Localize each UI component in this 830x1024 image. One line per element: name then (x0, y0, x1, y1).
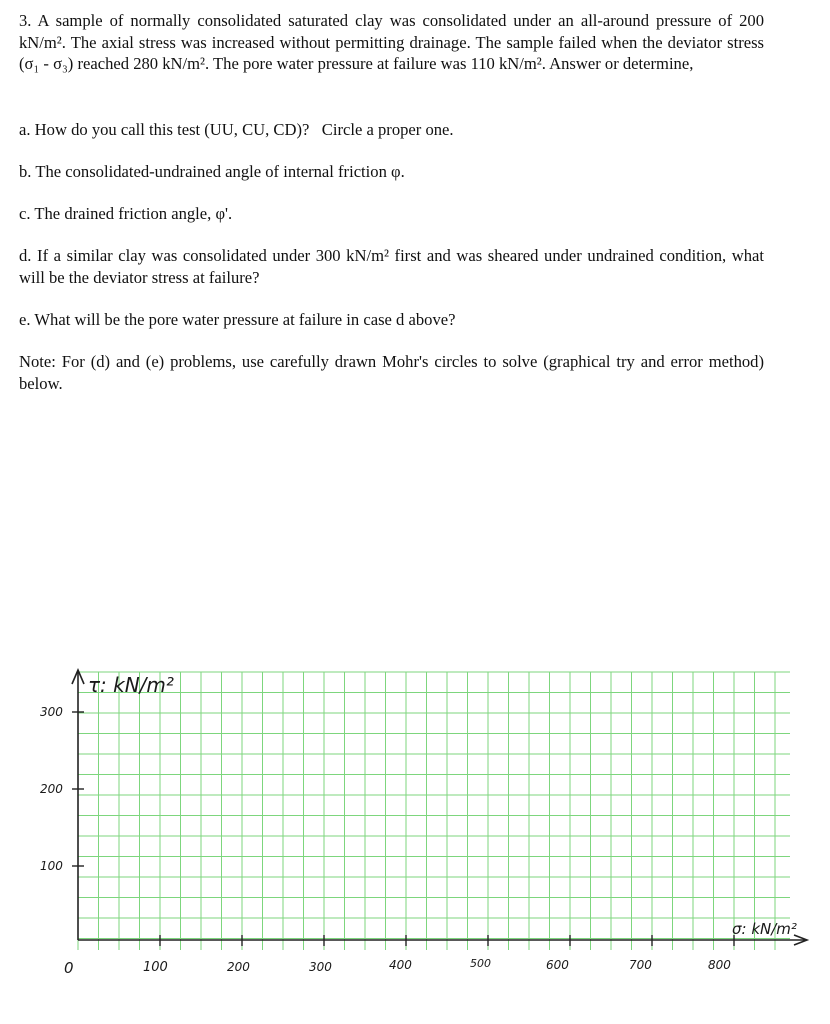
question-c (19, 203, 764, 225)
problem-intro-text: A sample of normally consolidated saturated clay was consolidated under an all-around pressure of 200 kN/m². The axial stress was increased without permitting drainage. The sample failed when the deviator stress (σ₁ - σ₃) reached 280 kN/m². The pore water pressure at failure was 110 kN/m². Answer or determine, (19, 11, 765, 73)
question-label: d. (19, 246, 32, 265)
question-e (19, 309, 764, 331)
y-tick-label: 300 (40, 705, 63, 719)
problem-number: 3. (19, 11, 32, 30)
question-text: The drained friction angle, φ'. (34, 204, 233, 223)
problem-intro (19, 10, 764, 75)
question-label: a. (19, 120, 31, 139)
x-tick-label: 300 (309, 960, 332, 974)
x-tick-label: 100 (143, 960, 168, 975)
problem-statement (19, 10, 764, 75)
x-tick-label: 800 (708, 958, 731, 972)
question-text: If a similar clay was consolidated under 300 kN/m² first and was sheared under undrained condition, what will be the deviator stress at failure? (19, 246, 764, 287)
question-d (19, 245, 764, 288)
x-axis-label: σ: kN/m² (732, 920, 797, 938)
x-tick-label: 700 (629, 958, 652, 972)
note (19, 351, 764, 394)
question-b (19, 161, 764, 183)
note-text: Note: For (d) and (e) problems, use carefully drawn Mohr's circles to solve (graphical try and error method) below. (19, 352, 764, 393)
question-text: What will be the pore water pressure at failure in case d above? (34, 310, 456, 329)
x-tick-label: 400 (389, 958, 412, 972)
tick-marks (72, 712, 734, 946)
question-text: How do you call this test (UU, CU, CD)? Circle a proper one. (34, 120, 454, 139)
y-axis-label: τ: kN/m² (88, 673, 174, 697)
question-label: c. (19, 204, 31, 223)
y-tick-label: 200 (40, 782, 63, 796)
x-tick-label: 200 (227, 960, 250, 974)
mohr-circle-graph (0, 650, 830, 1024)
x-tick-label: 600 (546, 958, 569, 972)
question-a (19, 119, 764, 141)
grid-lines (78, 672, 790, 950)
x-tick-label: 0 (64, 959, 74, 977)
question-label: e. (19, 310, 31, 329)
x-tick-label: 500 (470, 957, 491, 970)
y-tick-label: 100 (40, 859, 63, 873)
axes (72, 670, 807, 945)
question-label: b. (19, 162, 32, 181)
question-text: The consolidated-undrained angle of internal friction φ. (35, 162, 405, 181)
